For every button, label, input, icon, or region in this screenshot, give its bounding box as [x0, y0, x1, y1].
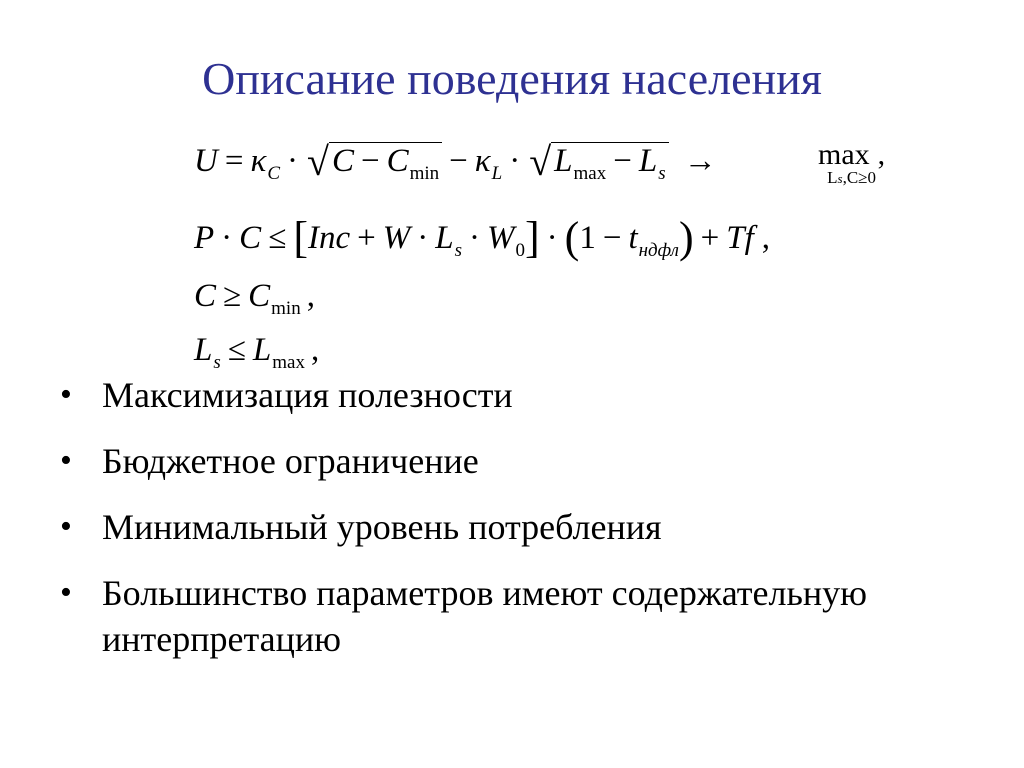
bullet-budget: • Бюджетное ограничение	[60, 438, 990, 484]
bullet-utility: • Максимизация полезности	[60, 372, 990, 418]
bullet-parameters: • Большинство параметров имеют содержательную интерпретацию	[60, 570, 990, 662]
arrow-symbol: →	[683, 143, 717, 179]
bullet-min-consumption: • Минимальный уровень потребления	[60, 504, 990, 550]
sqrt-leisure: $√L_{max} - L_s$	[527, 138, 668, 178]
bullet-list	[60, 372, 990, 682]
utility-formula: $U = \kappa_C \cdot √C - C_{min} - \kappa_L \cdot √L_{max} - L_s$ →	[194, 139, 717, 184]
slide-title: Описание поведения населения	[202, 53, 822, 104]
budget-formula: $P \cdot C \le [Inc + W \cdot L_s \cdot W_0] \cdot (1 - t_{ндфл}) + Tf$ ,	[194, 213, 771, 262]
consumption-formula: $C \ge C_{min}$ ,	[194, 278, 315, 319]
sqrt-consumption: $√C - C_{min}$	[305, 138, 442, 178]
max-limit: Ls,C≥0	[827, 168, 877, 187]
labor-formula: $L_s \le L_{max}$ ,	[194, 332, 320, 373]
max-operator: max , Ls,C≥0	[818, 138, 886, 187]
